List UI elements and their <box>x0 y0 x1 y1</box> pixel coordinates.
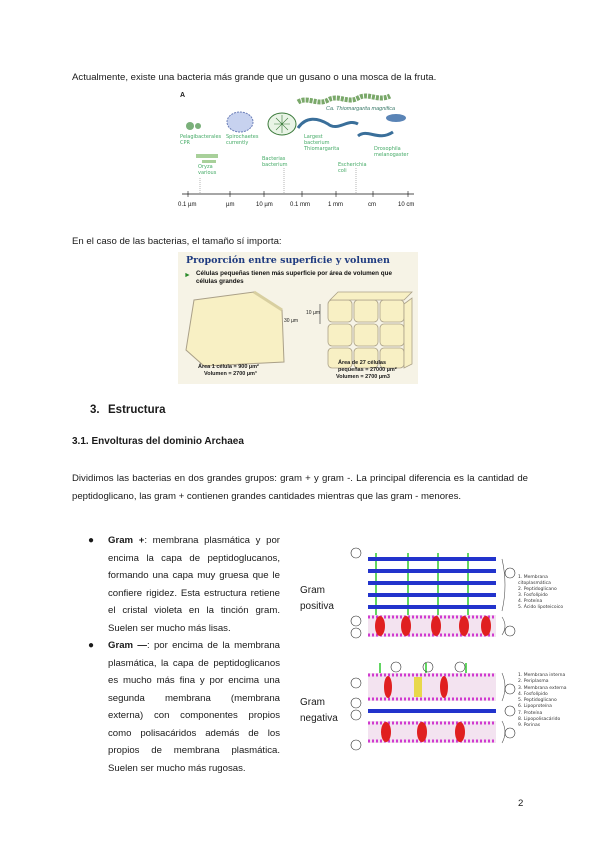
surface-volume-figure <box>178 252 418 384</box>
legend-item: 4. Proteína <box>518 599 543 604</box>
small-side-label: 10 µm <box>306 310 320 316</box>
organism-label: Escherichia coli <box>338 162 367 174</box>
legend-item: 1. Membrana interna <box>518 673 566 678</box>
big-side-label: 30 µm <box>284 318 298 324</box>
scale-tick-label: µm <box>226 202 235 208</box>
bacteria-size-figure <box>178 88 418 216</box>
figure-title: Proporción entre superficie y volumen <box>186 255 390 266</box>
legend-item: 2. Peptidoglicano <box>518 587 557 592</box>
scale-tick-label: 1 mm <box>328 202 343 208</box>
gram-positive-legend <box>518 575 580 611</box>
gram-negative-legend <box>518 673 580 730</box>
scale-tick-label: 0.1 µm <box>178 202 197 208</box>
page-number: 2 <box>518 798 524 809</box>
organism-label: Drosophila melanogaster <box>374 146 409 158</box>
legend-item: 5. Peptidoglicano <box>518 698 557 704</box>
size-sentence: En el caso de las bacterias, el tamaño sí importa: <box>72 236 282 247</box>
organism-label: Oryza various <box>198 164 217 176</box>
gram-negative-label: Gram <box>300 697 325 708</box>
bullet-text: : por encima de la membrana plasmática, la capa de peptidoglicanos es mucho más fina y por encima una segunda membrana (membrana externa) con componentes propios como polisacáridos además de los propios de membrana plasmática. Suelen ser mucho más rugosas. <box>108 640 281 774</box>
legend-item: 2. Periplasma <box>518 679 549 685</box>
bullet-text: : membrana plasmática y por encima la capa de peptidoglucanos, formando una capa muy gruesa que le confiere rigidez. Esta estructura retiene el cristal violeta en la tinción gram. Suelen ser mucho más lisas. <box>108 535 280 634</box>
list-item <box>88 637 281 777</box>
bullet-term: Gram + <box>108 535 145 546</box>
bullet-dot: ● <box>88 535 95 546</box>
figure-subtitle: Células pequeñas tienen más superficie por área de volumen que células grandes <box>196 270 392 285</box>
organism-label: Largest bacterium Thiomargarita <box>304 134 340 152</box>
legend-item: 8. Lipopolisacárido <box>518 717 561 723</box>
scale-tick-label: cm <box>368 202 376 208</box>
intro-sentence: Actualmente, existe una bacteria más grande que un gusano o una mosca de la fruta. <box>72 72 437 83</box>
small-cells-volume: Volumen = 2700 µm3 <box>336 374 390 380</box>
gram-bullet-list <box>88 532 281 777</box>
legend-item: 9. Porinas <box>518 723 541 729</box>
scale-tick-label: 0.1 mm <box>290 202 311 208</box>
bullet-dot: ● <box>88 640 95 651</box>
scale-tick-label: 10 cm <box>398 202 415 208</box>
list-item <box>88 532 280 637</box>
legend-item: 3. Membrana externa <box>518 685 567 691</box>
small-cells-area-value: pequeñas = 27000 µm² <box>338 367 397 373</box>
bullet-term: Gram — <box>108 640 147 651</box>
figure-letter: A <box>180 92 186 99</box>
gram-positive-label-2: positiva <box>300 601 334 612</box>
legend-item: 1. Membrana citoplasmática <box>518 575 551 586</box>
scale-tick-label: 10 µm <box>256 202 273 208</box>
legend-item: 4. Fosfolípido <box>518 691 548 697</box>
gram-negative-label-2: negativa <box>300 713 338 724</box>
bullet-arrow: ► <box>184 272 191 279</box>
gram-wall-figure <box>296 545 581 759</box>
legend-item: 3. Fosfolípido <box>518 593 548 598</box>
legend-item: 7. Proteína <box>518 710 543 716</box>
subsection-title: 3.1. Envolturas del dominio Archaea <box>72 436 244 447</box>
organism-label: Pelagibacterales CPR <box>180 134 222 146</box>
small-cells-area: Área de 27 células <box>338 360 387 366</box>
body-paragraph: Dividimos las bacterias en dos grandes grupos: gram + y gram -. La principal diferencia es la cantidad de peptidoglicano, las gram + contienen grandes cantidades mientras que las gram - menores. <box>72 473 528 502</box>
big-cell-volume: Volumen = 2700 µm³ <box>204 371 257 377</box>
big-cell-area: Área 1 célula = 900 µm² <box>198 364 259 370</box>
legend-item: 5. Ácido lipoteicoico <box>518 605 564 610</box>
legend-item: 6. Lipoproteína <box>518 704 552 710</box>
organism-label: Spirochaetes currently <box>226 134 259 146</box>
organism-label: Bacterias bacterium <box>262 156 288 168</box>
section-title: Estructura <box>108 404 166 416</box>
gram-positive-label: Gram <box>300 585 325 596</box>
section-number: 3. <box>90 404 100 416</box>
top-organism-label: Ca. Thiomargarita magnifica <box>326 106 396 112</box>
